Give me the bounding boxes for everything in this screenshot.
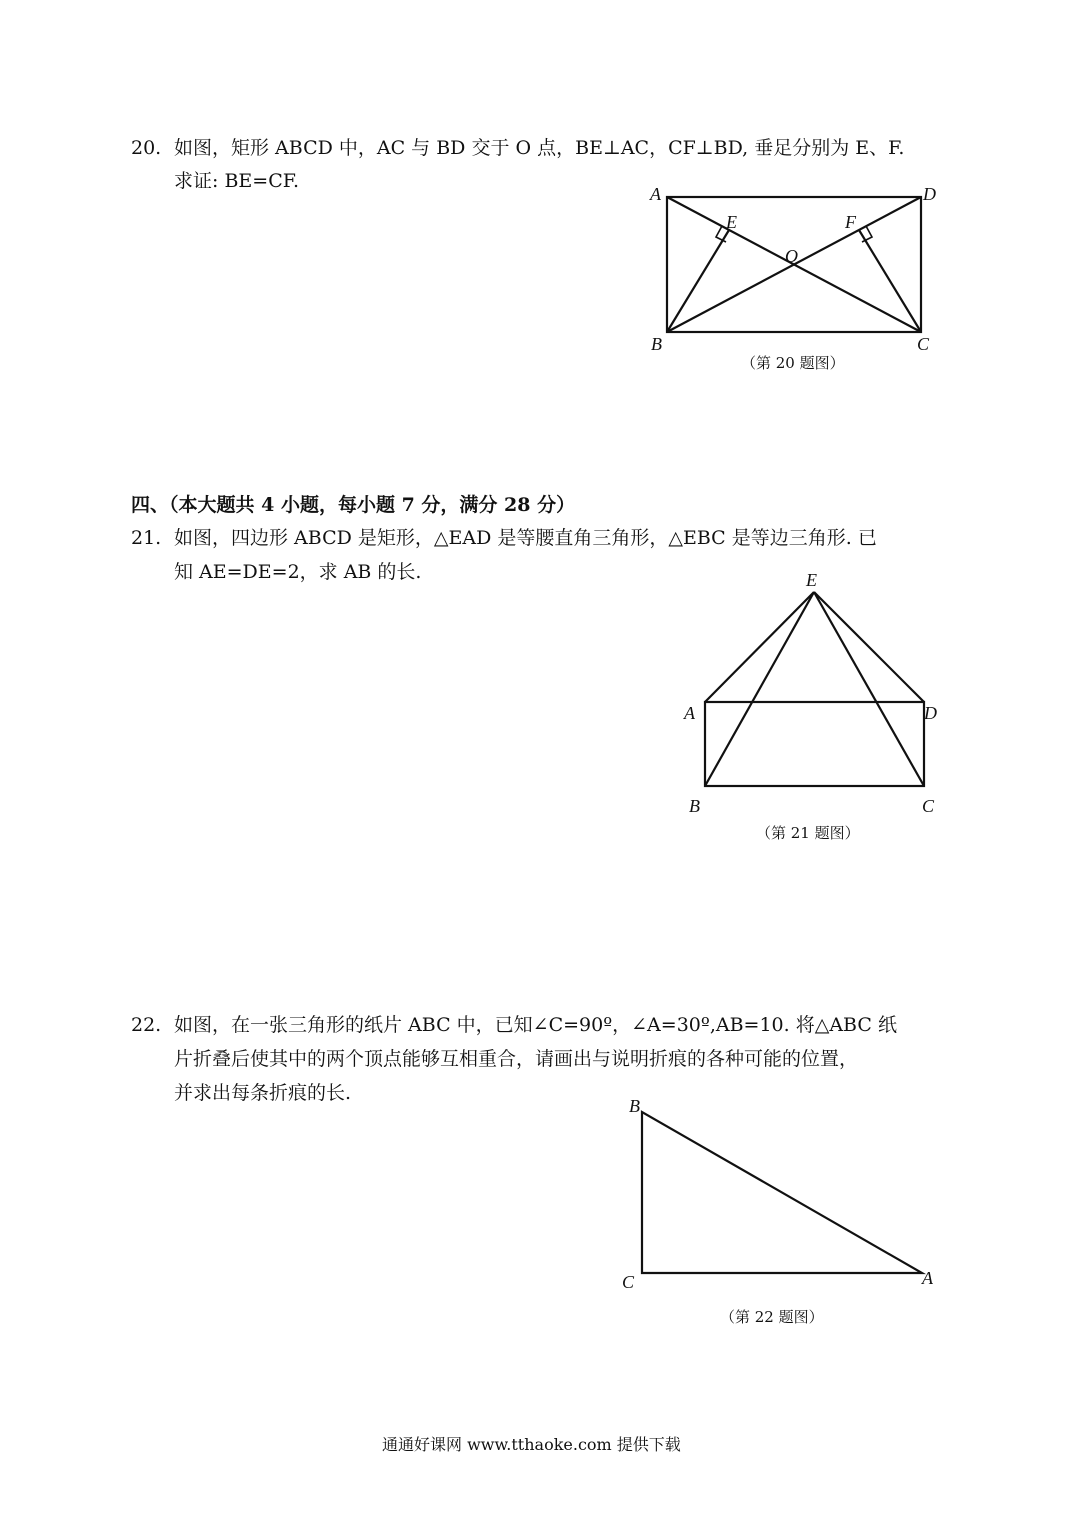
section-4-title: 四、（本大题共 4 小题，每小题 7 分，满分 28 分） [131, 494, 576, 516]
question-20-line-1: 如图，矩形 ABCD 中，AC 与 BD 交于 O 点，BE⊥AC，CF⊥BD, 垂足分别为 E、F. [174, 137, 905, 159]
rectangle-abcd [705, 702, 924, 786]
question-22-line-1: 如图，在一张三角形的纸片 ABC 中，已知∠C=90º，∠A=30º,AB=10. 将△ABC 纸 [174, 1014, 897, 1036]
figure-22 [612, 1090, 952, 1300]
segment-ed [814, 592, 924, 702]
question-22-line-2: 片折叠后使其中的两个顶点能够互相重合，请画出与说明折痕的各种可能的位置， [174, 1048, 859, 1070]
label-a: A [684, 703, 695, 723]
figure-20 [630, 170, 960, 360]
figure-21 [670, 568, 960, 820]
label-o: O [785, 246, 798, 266]
label-d: D [923, 184, 936, 204]
footer-text: 通通好课网 www.tthaoke.com 提供下载 [382, 1435, 681, 1454]
segment-ec [814, 592, 924, 786]
triangle-abc [642, 1112, 922, 1273]
question-22-line-3: 并求出每条折痕的长. [174, 1082, 352, 1104]
segment-eb [705, 592, 814, 786]
label-d: D [924, 703, 937, 723]
label-a: A [922, 1268, 933, 1288]
label-e: E [806, 570, 817, 590]
question-20-line-2: 求证: BE=CF. [174, 170, 299, 192]
label-e: E [726, 212, 737, 232]
question-21-line-2: 知 AE=DE=2，求 AB 的长. [174, 561, 422, 583]
question-22-number: 22. [131, 1014, 162, 1036]
label-c: C [922, 796, 935, 816]
label-f: F [845, 212, 856, 232]
figure-20-caption: （第 20 题图） [741, 354, 845, 372]
label-b: B [689, 796, 700, 816]
label-c: C [622, 1272, 635, 1292]
label-a: A [650, 184, 661, 204]
figure-21-caption: （第 21 题图） [756, 824, 860, 842]
label-c: C [917, 334, 930, 354]
segment-ea [705, 592, 814, 702]
figure-22-caption: （第 22 题图） [720, 1308, 824, 1326]
label-b: B [629, 1096, 640, 1116]
question-21-number: 21. [131, 527, 162, 549]
question-21-line-1: 如图，四边形 ABCD 是矩形，△EAD 是等腰直角三角形，△EBC 是等边三角形. 已 [174, 527, 877, 549]
question-20-number: 20. [131, 137, 162, 159]
label-b: B [651, 334, 662, 354]
